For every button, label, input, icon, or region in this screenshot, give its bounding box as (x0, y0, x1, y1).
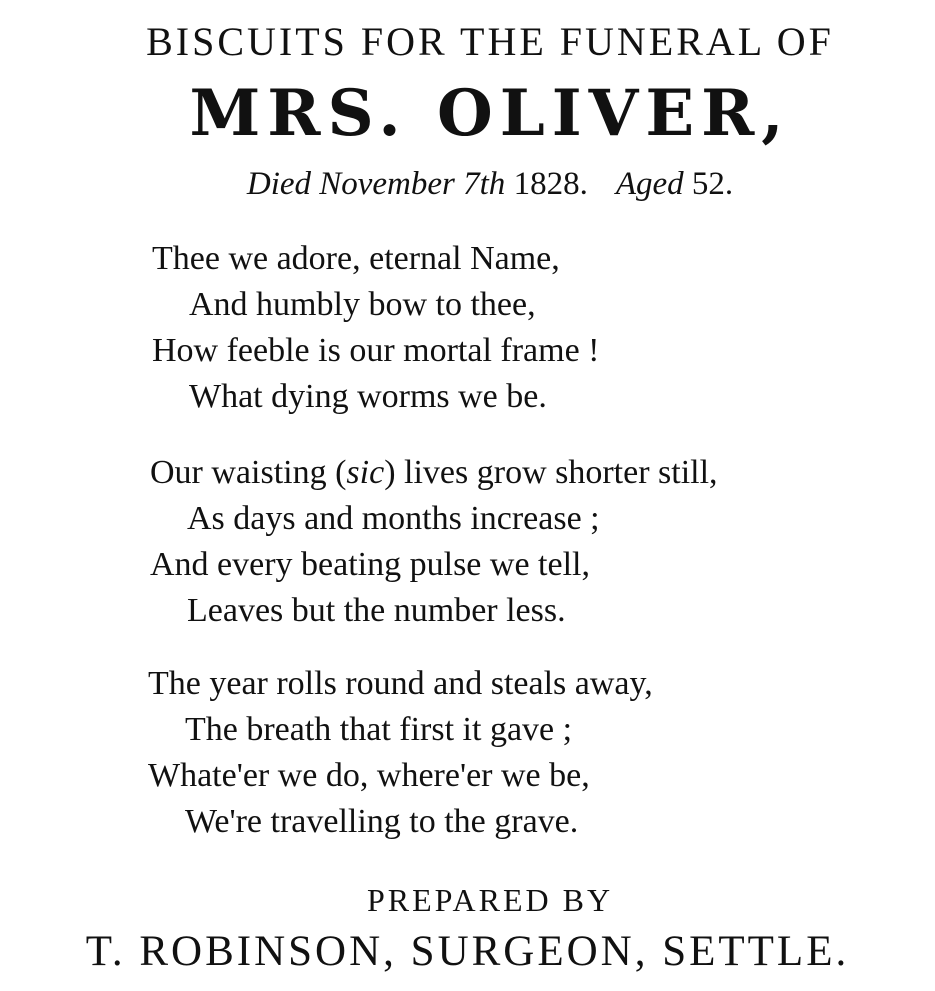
verse-line: And every beating pulse we tell, (150, 546, 590, 583)
verse-line: Whate'er we do, where'er we be, (148, 757, 590, 794)
verse-line: What dying worms we be. (189, 378, 547, 415)
verse-line: We're travelling to the grave. (185, 803, 579, 840)
age-value: 52. (691, 166, 734, 202)
death-date-label: Died November 7th (246, 166, 506, 202)
verse-line: And humbly bow to thee, (189, 286, 536, 323)
deceased-name: MRS. OLIVER, (189, 76, 791, 151)
card-heading: BISCUITS FOR THE FUNERAL OF (146, 19, 834, 64)
verse-line: As days and months increase ; (187, 500, 600, 537)
verse-2 (150, 450, 718, 634)
verse-line: How feeble is our mortal frame ! (152, 332, 600, 369)
verse-line: Leaves but the number less. (187, 592, 566, 629)
verse-3 (148, 661, 653, 845)
sic-annotation: sic (346, 454, 385, 491)
death-year: 1828. (513, 166, 588, 202)
maker-name: T. ROBINSON, SURGEON, SETTLE. (85, 928, 850, 975)
verse-line: The breath that first it gave ; (185, 711, 573, 748)
verse-line: The year rolls round and steals away, (148, 665, 653, 702)
prepared-by-label: PREPARED BY (366, 882, 614, 918)
verse-text: Our waisting ( (150, 454, 347, 491)
verse-text: ) lives grow shorter still, (384, 454, 718, 491)
age-label: Aged (615, 166, 684, 202)
death-details (0, 166, 935, 203)
verse-1 (152, 236, 600, 420)
verse-line: Thee we adore, eternal Name, (152, 240, 560, 277)
verse-line (150, 450, 718, 496)
